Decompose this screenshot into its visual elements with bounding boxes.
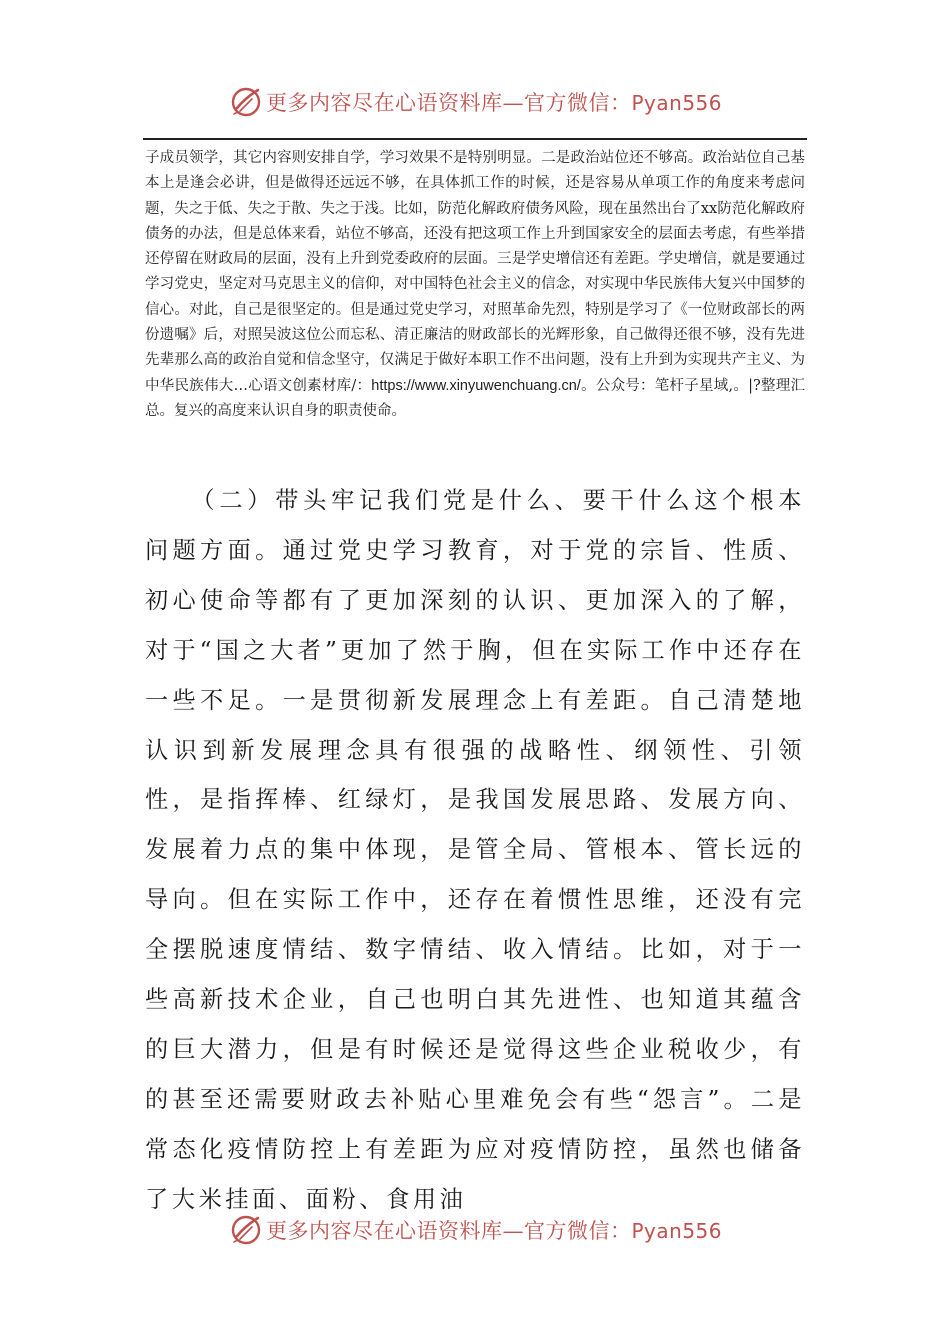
brand-logo-icon — [228, 1212, 264, 1248]
header-brand-text: 更多内容尽在心语资料库—官方微信： — [265, 91, 632, 115]
page-footer — [0, 1208, 950, 1252]
footer-brand — [266, 1215, 722, 1245]
small-text-before-url: 子成员领学，其它内容则安排自学，学习效果不是特别明显。二是政治站位还不够高。政治站位自己基本上是逢会必讲，但是做得还远远不够，在具体抓工作的时候，还是容易从单项工作的角度来考虑问题，失之于低、失之于散、失之于浅。比如，防范化解政府债务风险，现在虽然出台了xx防范化解政府债务的办法，但是总体来看，站位不够高，还没有把这项工作上升到国家安全的层面去考虑，有些举措还停留在财政局的层面，没有上升到党委政府的层面。三是学史增信还有差距。学史增信，就是要通过学习党史，坚定对马克思主义的信仰，对中国特色社会主义的信念，对实现中华民族伟大复兴中国梦的信心。对此，自己是很坚定的。但是通过党史学习，对照革命先烈，特别是学习了《一位财政部长的两份遗嘱》后，对照吴波这位公而忘私、清正廉洁的财政部长的光辉形象，自己做得还很不够，没有先进先辈那么高的政治自觉和信念坚守，仅满足于做好本职工作不出问题，没有上升到为实现共产主义、为中华民族伟大…心语文创素材库/： — [145, 150, 805, 394]
header-brand-handle: Pyan556 — [631, 91, 722, 115]
brand-logo-icon — [228, 84, 264, 120]
small-text-after-url: 。公众号：笔杆子星域,。|?整理汇总。复兴的高度来认识自身的职责使命。 — [145, 377, 805, 419]
header-brand — [266, 87, 722, 117]
footer-brand-text: 更多内容尽在心语资料库—官方微信： — [265, 1219, 632, 1243]
footer-brand-handle: Pyan556 — [631, 1219, 722, 1243]
body-paragraph-small — [145, 146, 805, 424]
page-header — [0, 80, 950, 124]
header-divider — [143, 138, 807, 140]
source-url-link[interactable]: https://www.xinyuwenchuang.cn/ — [371, 377, 581, 394]
section-two-paragraph: （二）带头牢记我们党是什么、要干什么这个根本问题方面。通过党史学习教育，对于党的宗旨、性质、初心使命等都有了更加深刻的认识、更加深入的了解，对于“国之大者”更加了然于胸，但在实际工作中还存在一些不足。一是贯彻新发展理念上有差距。自己清楚地认识到新发展理念具有很强的战略性、纲领性、引领性，是指挥棒、红绿灯，是我国发展思路、发展方向、发展着力点的集中体现，是管全局、管根本、管长远的导向。但在实际工作中，还存在着惯性思维，还没有完全摆脱速度情结、数字情结、收入情结。比如，对于一些高新技术企业，自己也明白其先进性、也知道其蕴含的巨大潜力，但是有时候还是觉得这些企业税收少，有的甚至还需要财政去补贴心里难免会有些“怨言”。二是常态化疫情防控上有差距为应对疫情防控，虽然也储备了大米挂面、面粉、食用油 — [145, 487, 805, 1213]
